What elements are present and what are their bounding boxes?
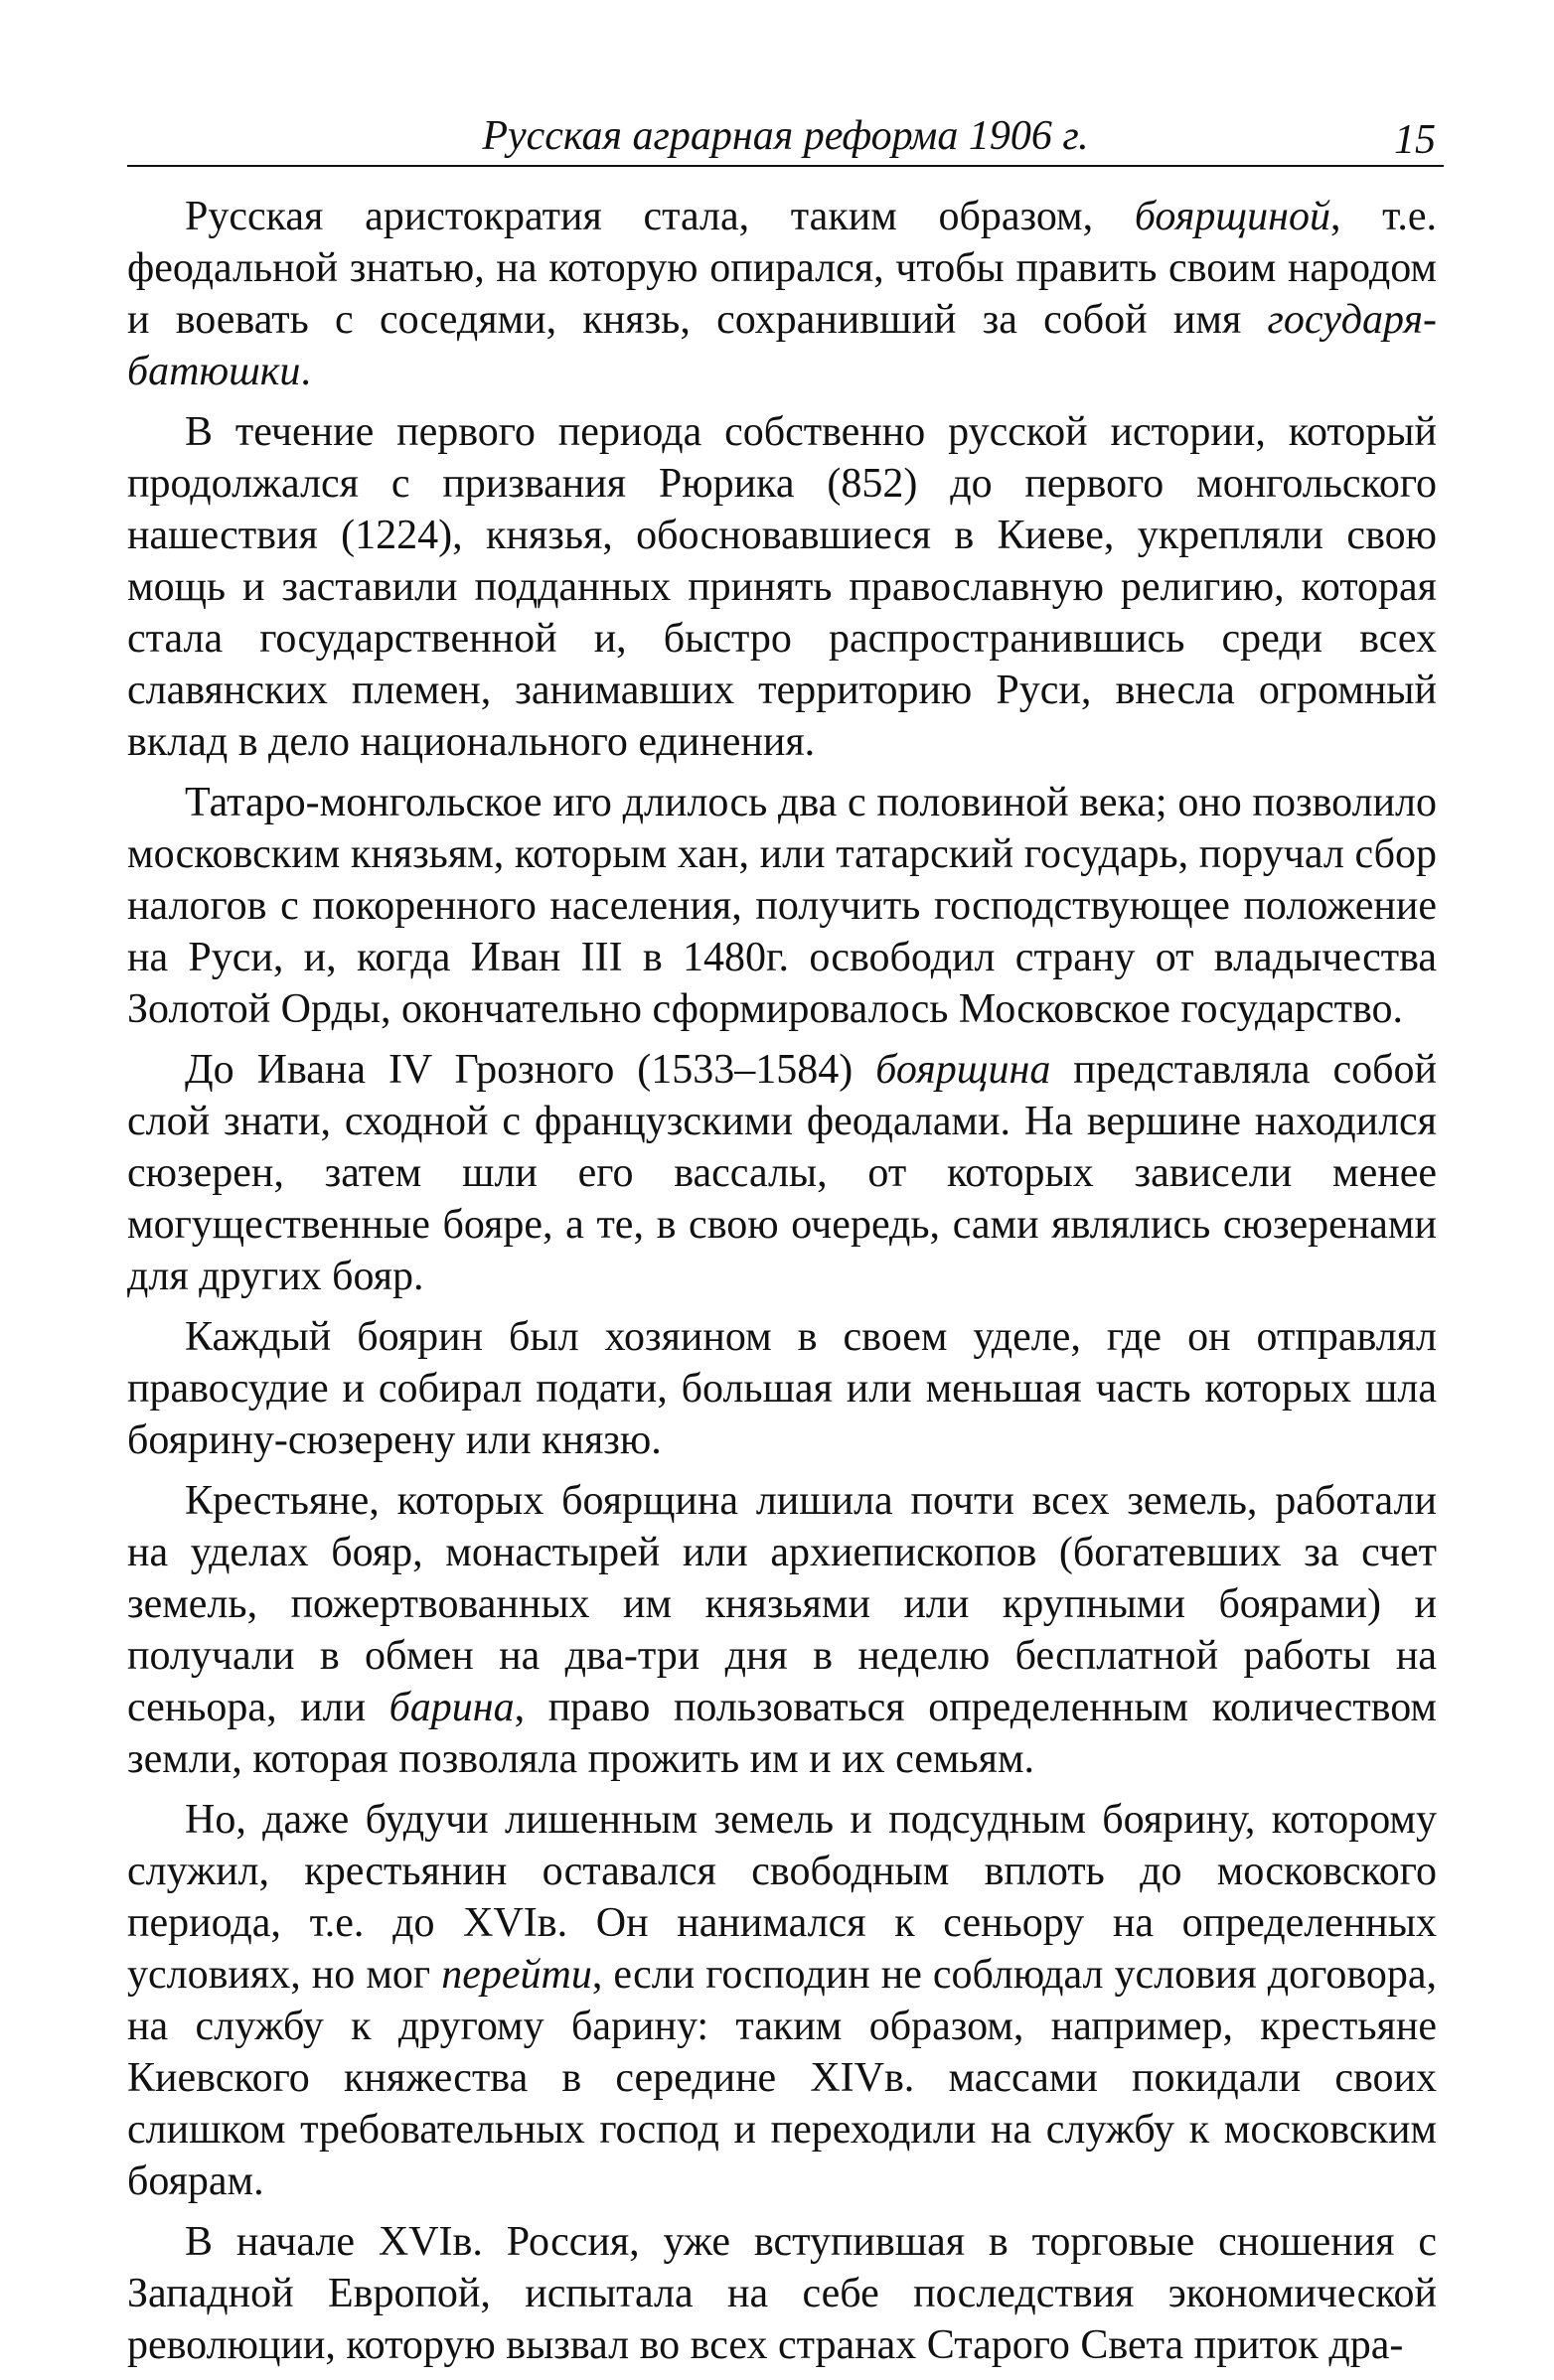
text-run: Крестьяне, которых боярщина лишила почти всех земель, работали на уделах бояр, монастырей или архиепископов (богатевших за счет земель, пожертвованных им князьями или крупными боярами) и получали в обмен на два-три дня в неделю бесплатной работы на сеньора, или	[127, 1478, 1437, 1730]
text-run: До Ивана IV Грозного (1533–1584)	[185, 1047, 876, 1093]
body-text	[127, 191, 1437, 2380]
text-run: .	[300, 349, 311, 394]
text-run: Но, даже будучи лишенным земель и подсудным боярину, которому служил, крестьянин оставался свободным вплоть до московского периода, т.е. до XVIв. Он нанимался к сеньору на определенных условиях, но мог	[127, 1797, 1437, 1998]
paragraph	[127, 1475, 1437, 1785]
text-run: , если господин не соблюдал условия договора, на службу к другому барину: таким образом, например, крестьяне Киевского княжества в середине XIVв. массами покидали своих слишком требовательных господ и переходили на службу к московским боярам.	[127, 1952, 1438, 2204]
paragraph	[127, 1794, 1437, 2207]
running-title: Русская аграрная реформа 1906 г.	[482, 113, 1089, 159]
paragraph	[127, 406, 1437, 768]
paragraph	[127, 191, 1437, 397]
paragraph	[127, 1044, 1437, 1302]
text-run: Каждый боярин был хозяином в своем уделе, где он отправлял правосудие и собирал подати, большая или меньшая часть которых шла боярину-сюзерену или князю.	[127, 1314, 1437, 1463]
header-rule	[127, 165, 1444, 167]
running-header	[127, 107, 1444, 167]
paragraph	[127, 777, 1437, 1035]
italic-term: перейти	[441, 1952, 592, 1998]
text-run: Татаро-монгольское иго длилось два с половиной века; оно позволило московским князьям, которым хан, или татарский государь, поручал сбор налогов с покоренного населения, получить господствующее положение на Руси, и, когда Иван III в 1480г. освободил страну от владычества Золотой Орды, окончательно сформировалось Московское государство.	[127, 780, 1437, 1032]
text-run: В начале XVIв. Россия, уже вступившая в торговые сношения с Западной Европой, испытала на себе последствия экономической революции, которую вызвал во всех странах Старого Света приток дра-	[127, 2219, 1437, 2368]
paragraph	[127, 1311, 1437, 1466]
text-run: , т.е. феодальной знатью, на которую опирался, чтобы править своим народом и воевать с соседями, князь, сохранивший за собой имя	[127, 194, 1438, 343]
italic-term: боярщина	[875, 1047, 1051, 1093]
text-run: , право пользоваться определенным количеством земли, которая позволяла прожить им и их семьям.	[127, 1685, 1438, 1782]
page-number: 15	[1394, 117, 1436, 163]
text-run: представляла собой слой знати, сходной с французскими феодалами. На вершине находился сюзерен, затем шли его вассалы, от которых зависели менее могущественные бояре, а те, в свою очередь, сами являлись сюзеренами для других бояр.	[127, 1047, 1437, 1299]
italic-term: барина	[388, 1685, 515, 1730]
italic-term: боярщиной	[1134, 194, 1330, 239]
paragraph	[127, 2216, 1437, 2371]
text-run: Русская аристократия стала, таким образом,	[185, 194, 1135, 239]
text-run: В течение первого периода собственно русской истории, который продолжался с призвания Рюрика (852) до первого монгольского нашествия (1224), князья, обосновавшиеся в Киеве, укрепляли свою мощь и заставили подданных принять православную религию, которая стала государственной и, быстро распространившись среди всех славянских племен, занимавших территорию Руси, внесла огромный вклад в дело национального единения.	[127, 409, 1437, 765]
italic-term: государя-батюшки	[127, 297, 1437, 394]
